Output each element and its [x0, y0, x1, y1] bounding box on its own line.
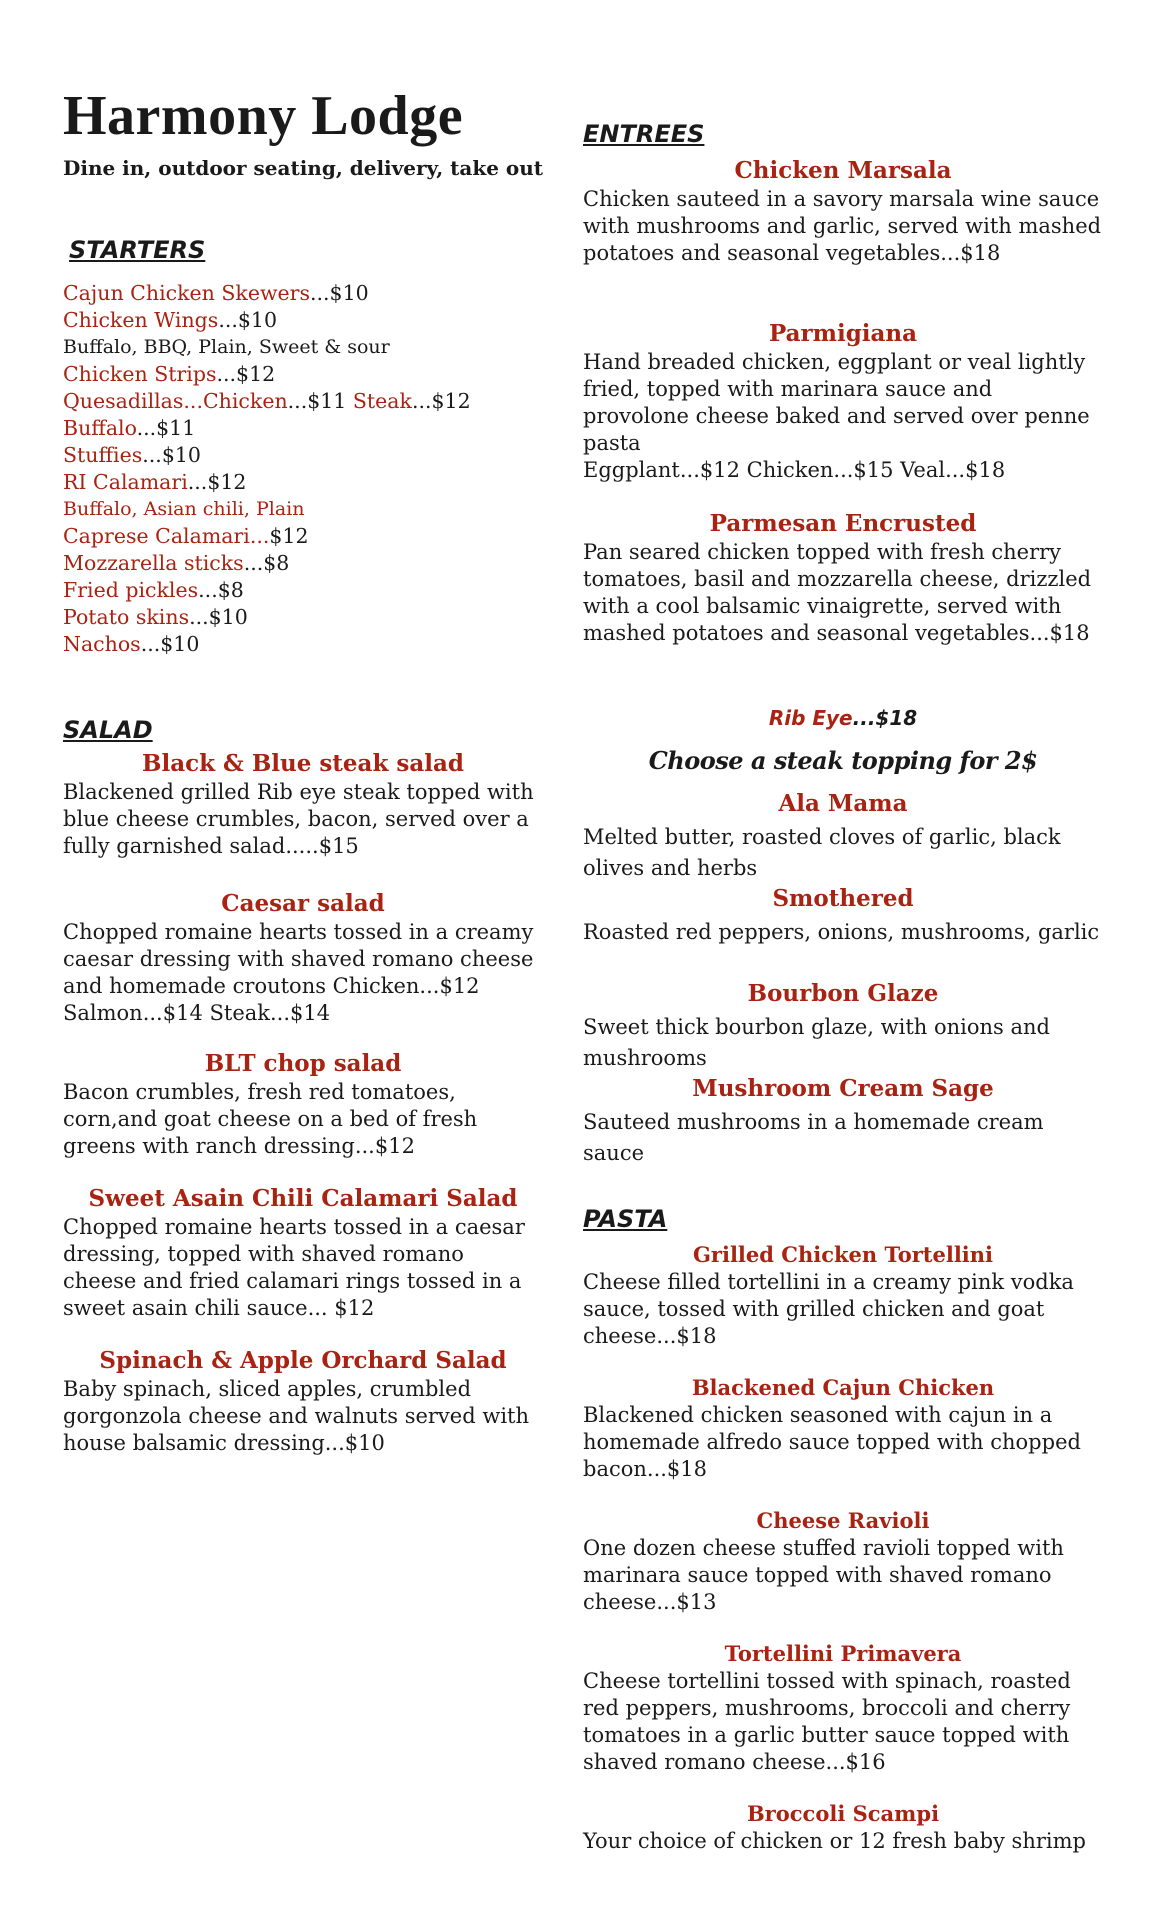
dish-description: Chopped romaine hearts tossed in a creamy caesar dressing with shaved romano cheese and homemade croutons Chicken...$12 Salmon...$14 Steak...$14: [63, 920, 534, 1025]
dish-description: Baby spinach, sliced apples, crumbled gorgonzola cheese and walnuts served with house balsamic dressing...$10: [63, 1377, 529, 1455]
topping-description: Melted butter, roasted cloves of garlic, black olives and herbs: [583, 825, 1061, 880]
topping-title: Smothered: [772, 885, 914, 912]
restaurant-title: Harmony Lodge: [63, 85, 464, 147]
list-item-note: Buffalo, Asian chili, Plain: [63, 498, 305, 520]
list-item: Chicken Strips...$12: [63, 362, 276, 386]
dish-prices: Eggplant...$12 Chicken...$15 Veal...$18: [583, 458, 1006, 482]
list-item: Quesadillas...Chicken...$11 Steak...$12: [63, 389, 471, 413]
salad-heading: SALAD: [63, 716, 153, 744]
dish-description: Cheese filled tortellini in a creamy pink vodka sauce, tossed with grilled chicken and goat cheese...$18: [583, 1270, 1074, 1348]
dish-title: Spinach & Apple Orchard Salad: [99, 1347, 507, 1374]
dish-title: Sweet Asain Chili Calamari Salad: [88, 1185, 518, 1212]
list-item: Nachos...$10: [63, 632, 200, 656]
dish-title: Black & Blue steak salad: [142, 750, 464, 777]
dish-title: Parmigiana: [768, 320, 918, 347]
list-item: Fried pickles...$8: [63, 578, 244, 602]
list-item: Mozzarella sticks...$8: [63, 551, 290, 575]
topping-description: Sauteed mushrooms in a homemade cream sauce: [583, 1110, 1044, 1165]
dish-title: Caesar salad: [221, 890, 385, 917]
dish-description: Pan seared chicken topped with fresh cherry tomatoes, basil and mozzarella cheese, drizzled with a cool balsamic vinaigrette, served with mashed potatoes and seasonal vegetables...$18: [583, 540, 1092, 645]
list-item: Potato skins...$10: [63, 605, 248, 629]
dish-description: Blackened grilled Rib eye steak topped with blue cheese crumbles, bacon, served over a fully garnished salad.....$15: [63, 780, 534, 858]
dish-description: Blackened chicken seasoned with cajun in a homemade alfredo sauce topped with chopped bacon...$18: [583, 1403, 1081, 1481]
dish-description: Your choice of chicken or 12 fresh baby shrimp: [583, 1829, 1086, 1853]
starters-heading: STARTERS: [69, 236, 206, 264]
dish-title: Tortellini Primavera: [724, 1641, 962, 1666]
dish-title: Blackened Cajun Chicken: [691, 1375, 995, 1400]
steak-topping-heading: Choose a steak topping for 2$: [648, 746, 1038, 775]
dish-description: Chicken sauteed in a savory marsala wine sauce with mushrooms and garlic, served with mashed potatoes and seasonal vegetables...$18: [583, 187, 1102, 265]
topping-description: Roasted red peppers, onions, mushrooms, garlic: [583, 920, 1100, 944]
pasta-heading: PASTA: [583, 1205, 668, 1233]
dish-title: Grilled Chicken Tortellini: [692, 1242, 994, 1267]
topping-title: Bourbon Glaze: [747, 980, 939, 1007]
service-tagline: Dine in, outdoor seating, delivery, take out: [63, 156, 544, 180]
dish-title: Cheese Ravioli: [756, 1508, 930, 1533]
dish-description: Bacon crumbles, fresh red tomatoes, corn,and goat cheese on a bed of fresh greens with ranch dressing...$12: [63, 1080, 478, 1158]
list-item: RI Calamari...$12: [63, 470, 247, 494]
topping-description: Sweet thick bourbon glaze, with onions and mushrooms: [583, 1015, 1050, 1070]
dish-title: Chicken Marsala: [734, 157, 952, 184]
dish-description: One dozen cheese stuffed ravioli topped with marinara sauce topped with shaved romano cheese...$13: [583, 1536, 1064, 1614]
list-item: Chicken Wings...$10: [63, 308, 277, 332]
dish-description: Cheese tortellini tossed with spinach, roasted red peppers, mushrooms, broccoli and cherry tomatoes in a garlic butter sauce topped with shaved romano cheese...$16: [583, 1669, 1071, 1774]
list-item-note: Buffalo, BBQ, Plain, Sweet & sour: [63, 336, 390, 358]
list-item: Buffalo...$11: [63, 416, 196, 440]
dish-title: Broccoli Scampi: [746, 1801, 940, 1826]
list-item: Stuffies...$10: [63, 443, 201, 467]
dish-title: Parmesan Encrusted: [709, 510, 977, 537]
dish-description: Chopped romaine hearts tossed in a caesar dressing, topped with shaved romano cheese and fried calamari rings tossed in a sweet asain chili sauce... $12: [63, 1215, 525, 1320]
dish-description: Hand breaded chicken, eggplant or veal lightly fried, topped with marinara sauce and provolone cheese baked and served over penne pasta: [583, 350, 1090, 455]
ribeye-item: Rib Eye...$18: [768, 706, 918, 730]
topping-title: Mushroom Cream Sage: [692, 1075, 994, 1102]
topping-title: Ala Mama: [778, 790, 908, 817]
entrees-heading: ENTREES: [583, 120, 705, 148]
starters-list: [63, 280, 471, 658]
dish-title: BLT chop salad: [204, 1050, 402, 1077]
list-item: Cajun Chicken Skewers...$10: [63, 281, 369, 305]
list-item: Caprese Calamari...$12: [63, 524, 309, 548]
